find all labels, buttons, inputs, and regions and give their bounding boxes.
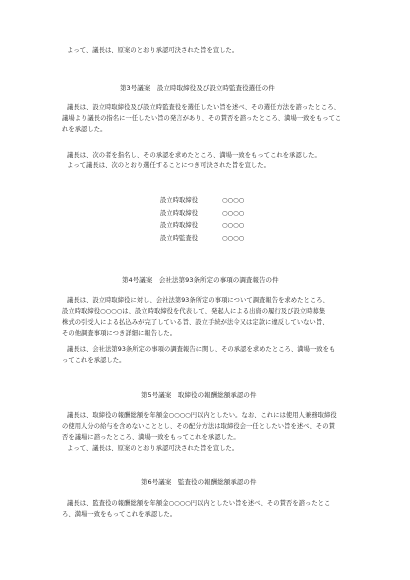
appointee-name: ○○○○ (222, 197, 245, 204)
agenda6-heading: 第6号議案 監査役の報酬総額承認の件 (141, 478, 257, 486)
agenda2-result-line: よって、議長は、原案のとおり承認可決された旨を宣した。 (67, 47, 239, 54)
agenda6-paragraph1-line: ろ、満場一致をもってこれを承認した。 (62, 511, 177, 518)
appointee-name: ○○○○ (222, 235, 245, 242)
agenda5-heading: 第5号議案 取締役の報酬総額承認の件 (141, 391, 257, 399)
agenda4-paragraph1-line: 議長は、設立時取締役に対し、会社法第93条所定の事項について調査報告を求めたところ、 (67, 297, 329, 304)
agenda4-heading: 第4号議案 会社法第93条所定の事項の調査報告の件 (122, 276, 279, 284)
appointee-role: 設立時取締役 (160, 210, 199, 217)
appointee-name: ○○○○ (222, 222, 245, 229)
agenda3-paragraph1-line: れを承認した。 (62, 126, 107, 133)
agenda3-paragraph1-line: 議場より議長の指名に一任したい旨の発言があり、その賛否を諮ったところ、満場一致をもってこ (62, 115, 342, 122)
agenda5-paragraph1-line: 議長は、取締役の報酬総額を年額金○○○○円以内としたい。なお、これには使用人兼務取締役 (67, 412, 337, 419)
appointee-role: 設立時監査役 (160, 235, 199, 242)
appointee-name: ○○○○ (222, 210, 245, 217)
appointee-role: 設立時取締役 (160, 222, 199, 229)
agenda5-paragraph1-line: 否を議場に諮ったところ、満場一致をもってこれを承認した。 (62, 434, 240, 441)
agenda4-paragraph1-line: 設立時取締役○○○○は、設立時取締役を代表して、発起人による出資の履行及び設立時募集 (62, 308, 326, 315)
agenda6-paragraph1-line: 議長は、監査役の報酬総額を年額金○○○○円以内としたい旨を述べ、その賛否を諮ったとこ (67, 500, 331, 507)
agenda4-paragraph2-line: ってこれを承認した。 (62, 357, 126, 364)
appointee-role: 設立時取締役 (160, 197, 199, 204)
agenda5-paragraph1-line: の使用人分の給与を含めないこととし、その配分方法は取締役会一任としたい旨を述べ、その賛 (62, 423, 335, 430)
agenda3-heading: 第3号議案 設立時取締役及び設立時監査役選任の件 (120, 84, 275, 92)
agenda4-paragraph2-line: 議長は、会社法第93条所定の事項の調査報告に関し、その承認を求めたところ、満場一致をも (67, 346, 336, 353)
agenda3-paragraph2-line: 議長は、次の者を指名し、その承認を求めたところ、満場一致をもってこれを承認した。 (67, 152, 321, 159)
agenda5-paragraph1-line: よって、議長は、原案のとおり承認可決された旨を宣した。 (67, 445, 239, 452)
agenda3-paragraph1-line: 議長は、設立時取締役及び設立時監査役を選任したい旨を述べ、その選任方法を諮ったところ、 (67, 104, 340, 111)
agenda3-paragraph2-line: よって議長は、次のとおり選任することにつき可決された旨を宣した。 (67, 162, 270, 169)
agenda4-paragraph1-line: その他調査事項につき詳細に報告した。 (62, 330, 177, 337)
agenda4-paragraph1-line: 株式の引受人による払込みが完了している旨、設立手続が法令又は定款に違反していない旨、 (62, 319, 329, 326)
